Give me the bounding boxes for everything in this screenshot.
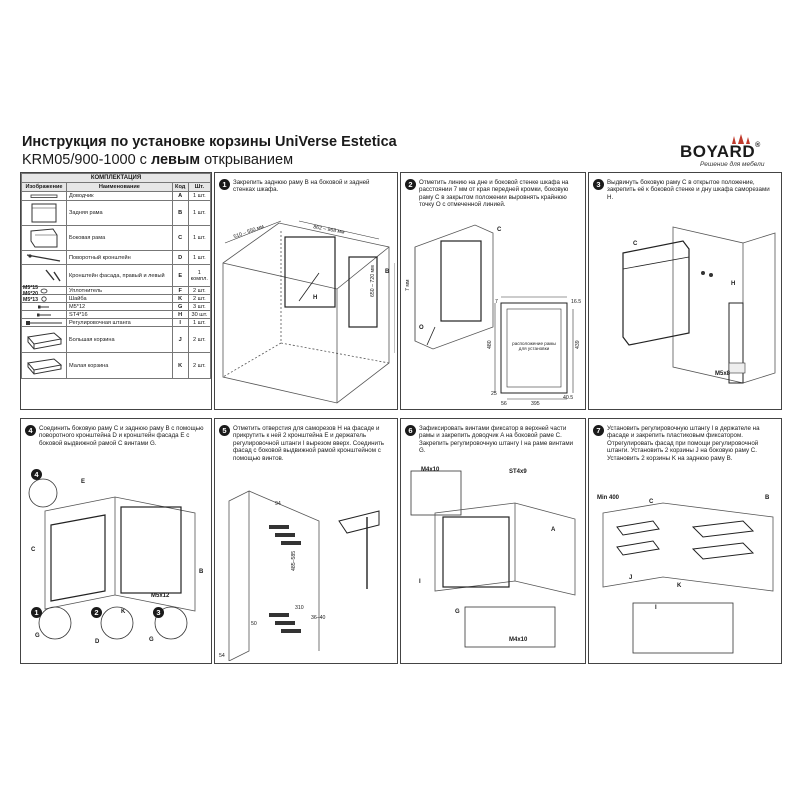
dim-label: 94: [275, 501, 281, 507]
table-row: Кронштейн фасада, правый и левый E 1 компл.: [22, 265, 211, 287]
table-caption: КОМПЛЕКТАЦИЯ: [22, 174, 211, 183]
opening-tail: открыванием: [200, 152, 294, 168]
table-row: M5*12 G 3 шт.: [22, 303, 211, 311]
part-label-i: I: [655, 605, 657, 611]
dim-label-min: Min 400: [597, 495, 620, 501]
screw-label-1: M5*15: [23, 285, 38, 291]
dim-label: 25: [491, 391, 497, 397]
dim-label: 56: [501, 401, 507, 407]
facade-bracket-icon: [22, 265, 67, 287]
closer-mount-diagram: [405, 463, 583, 661]
col-qty: Шт.: [188, 183, 210, 192]
dim-label: 50: [251, 621, 257, 627]
sub-step-1: 1: [31, 607, 42, 618]
table-row: Большая корзина J 2 шт.: [22, 327, 211, 353]
step-number: 3: [593, 179, 604, 190]
step-text: Отметить линию на дне и боковой стенке шкафа на расстоянии 7 мм от края передней кромки, боковую раму C в закрытом положении выровнять крайнюю точку O с отмеченной линией.: [419, 179, 569, 209]
part-label-k: K: [677, 583, 682, 589]
table-row: Задняя рама B 1 шт.: [22, 201, 211, 226]
part-label-d: D: [95, 639, 100, 645]
part-label-k: K: [121, 609, 126, 615]
col-image: Изображение: [22, 183, 67, 192]
cabinet-rear-frame-diagram: [219, 213, 395, 407]
screw-icon: [22, 303, 67, 311]
basket-install-diagram: [593, 483, 779, 661]
components-panel: [20, 172, 212, 410]
part-label-g2: G: [149, 637, 154, 643]
col-name: Наименование: [67, 183, 173, 192]
dim-label: 36–40: [311, 615, 326, 621]
part-label-g: G: [455, 609, 460, 615]
brand-name: BOYARD®: [680, 142, 761, 161]
step-2-panel: [400, 172, 586, 410]
part-label-e: E: [81, 479, 86, 485]
step-5-panel: [214, 418, 398, 664]
part-label-i: I: [419, 579, 421, 585]
table-row: Боковая рама C 1 шт.: [22, 226, 211, 251]
side-frame-alignment-diagram: [405, 217, 583, 407]
screw-label-2: M6*20: [23, 291, 38, 297]
step-1-panel: [214, 172, 398, 410]
step-3-panel: [588, 172, 782, 410]
facade-holes-diagram: [219, 481, 395, 661]
dim-label: 40.5: [563, 395, 574, 401]
screw-label-2: M4x10: [509, 637, 528, 643]
frame-position-note: расположение рамы для установки: [512, 341, 556, 351]
dim-label: 310: [295, 605, 304, 611]
part-label-j: J: [629, 575, 633, 581]
step-number: 5: [219, 425, 230, 436]
part-label-h: H: [731, 281, 736, 287]
rear-frame-icon: [22, 201, 67, 226]
part-label-b: B: [385, 269, 390, 275]
step-text: Выдвинуть боковую раму C в открытое положение, закрепить её к боковой стенке и дну шкафа саморезами H.: [607, 179, 770, 201]
screw-label-3: M5*13: [23, 297, 38, 303]
dim-label: 395: [531, 401, 540, 407]
step-number: 4: [25, 425, 36, 436]
table-row: Регулировочная штанга I 1 шт.: [22, 319, 211, 327]
dim-label: 485–585: [291, 550, 297, 571]
page-subtitle: [22, 152, 293, 168]
step-4-panel: [20, 418, 212, 664]
screw-label: M5x12: [151, 593, 170, 599]
step-7-panel: [588, 418, 782, 664]
sub-step-2: 2: [91, 607, 102, 618]
part-label-c: C: [497, 227, 502, 233]
large-basket-icon: [22, 327, 67, 353]
step-text: Зафиксировать винтами фиксатор в верхней части рамы и закрепить доводчик A на боковой раме C. Закрепить регулировочную штангу I на раме винтами G.: [419, 425, 574, 455]
step-number: 6: [405, 425, 416, 436]
col-code: Код: [172, 183, 188, 192]
part-label-c: C: [633, 241, 638, 247]
screw-label: M4x10: [421, 467, 440, 473]
table-row: Поворотный кронштейн D 1 шт.: [22, 251, 211, 265]
screw-label: ST4x9: [509, 469, 527, 475]
side-frame-icon: [22, 226, 67, 251]
dim-label: 862 – 968 мм: [312, 224, 345, 236]
table-row: Малая корзина K 2 шт.: [22, 353, 211, 379]
step-text: Соединить боковую раму C и заднюю раму B с помощью поворотного кронштейна D и кронштейн фасада E с боковой выдвижной рамой C винтами G.: [39, 425, 204, 447]
step-number: 7: [593, 425, 604, 436]
dim-label: 7: [495, 299, 498, 305]
part-label-c: C: [649, 499, 654, 505]
dim-label: 650 – 720 мм: [370, 265, 376, 297]
closer-icon: [22, 192, 67, 201]
part-label-h: H: [313, 295, 318, 301]
part-label-b: B: [199, 569, 204, 575]
table-row: ST4*16 H 30 шт.: [22, 311, 211, 319]
frame-connection-diagram: [25, 467, 209, 661]
table-row: Уплотнитель F 2 шт.: [22, 287, 211, 295]
table-row: Доводчик A 1 шт.: [22, 192, 211, 201]
step-text: Установить регулировочную штангу I в держателе на фасаде и закрепить пластиковым фиксатором. Отрегулировать фасад при помощи регулировочной штанги. Установить 2 корзины J на боковую раму C. Установить 2 корзины K на заднюю раму B.: [607, 425, 760, 462]
dim-label: 54: [219, 653, 225, 659]
part-label-b: B: [765, 495, 770, 501]
step-number: 2: [405, 179, 416, 190]
components-table: [21, 173, 211, 379]
brand-logo: [680, 134, 780, 172]
part-label-g: G: [35, 633, 40, 639]
step-number: 1: [219, 179, 230, 190]
model-code: KRM05/900-1000 с: [22, 152, 151, 168]
point-label-o: O: [419, 325, 424, 331]
open-side-frame-diagram: [593, 213, 779, 407]
step-6-panel: [400, 418, 586, 664]
dim-label: 16.5: [571, 299, 582, 305]
step-text: Отметить отверстия для саморезов H на фасаде и прикрутить к ней 2 кронштейна E и держатель регулировочной штанги I вырезом вверх. Соединить фасад с боковой выдвижной рамой кронштейном с помощью винтов.: [233, 425, 385, 462]
screw-long-icon: [22, 311, 67, 319]
dim-label: 510 – 550 мм: [232, 223, 265, 241]
small-basket-icon: [22, 353, 67, 379]
swivel-bracket-icon: [22, 251, 67, 265]
part-label-c: C: [31, 547, 36, 553]
page-title: Инструкция по установке корзины UniVerse Estetica: [22, 134, 397, 150]
adjust-rod-icon: [22, 319, 67, 327]
part-label-a: A: [551, 527, 556, 533]
sub-step-4: 4: [31, 469, 42, 480]
dim-label: 439: [575, 340, 581, 349]
dim-label: 7 мм: [405, 279, 411, 291]
dim-label: 480: [487, 340, 493, 349]
opening-side: левым: [150, 152, 201, 168]
step-text: Закрепить заднюю раму B на боковой и задней стенках шкафа.: [233, 179, 370, 194]
sub-step-3: 3: [153, 607, 164, 618]
brand-tagline: Решение для мебели: [700, 161, 765, 168]
screw-label: M5x8: [715, 371, 731, 377]
table-row: Шайба K 2 шт.: [22, 295, 211, 303]
